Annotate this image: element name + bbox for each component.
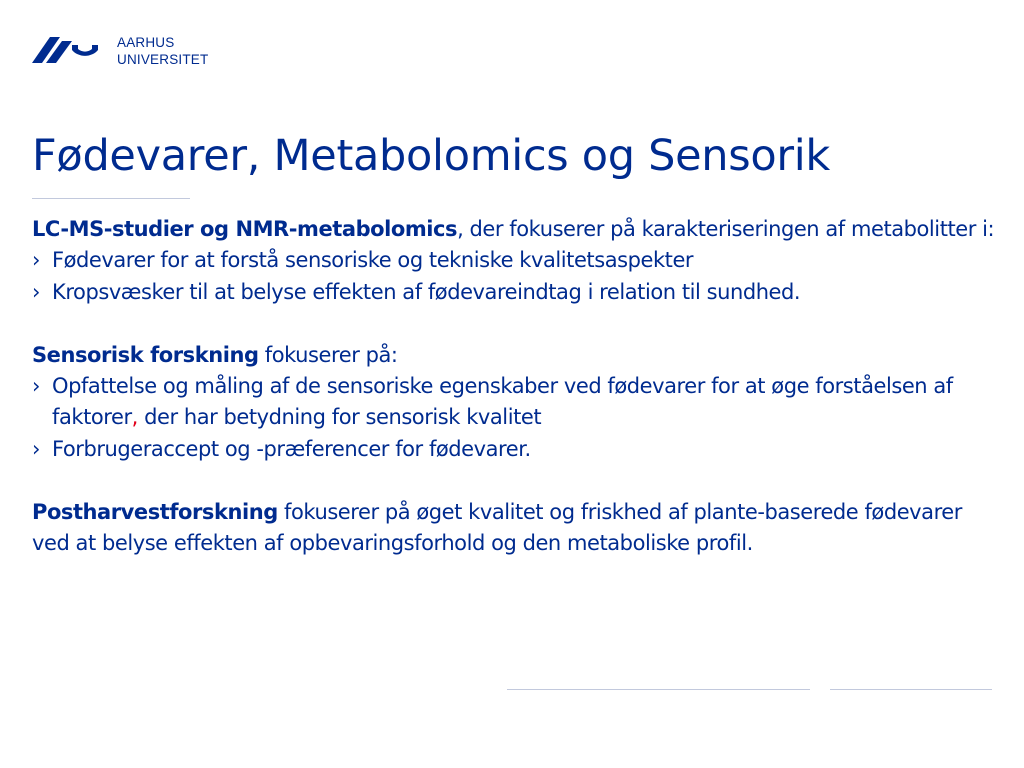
university-name-line2: UNIVERSITET (117, 52, 209, 67)
chevron-right-icon: › (32, 248, 40, 273)
section-postharvest-text: fokuserer på øget kvalitet og friskhed af plante-baserede fødevarer ved at belyse effekten af opbevaringsforhold og den metaboliske profil. (32, 499, 962, 556)
highlighted-comma: , (131, 405, 138, 430)
chevron-right-icon: › (32, 279, 40, 304)
footer-divider-left (507, 689, 810, 690)
list-item (32, 371, 1002, 434)
section-lcms-intro (32, 214, 1002, 245)
section-sensory-heading: Sensorisk forskning (32, 342, 259, 367)
list-item-text-continued: der har betydning for sensorisk kvalitet (137, 405, 542, 430)
list-item-text: Kropsvæsker til at belyse effekten af fødevareindtag i relation til sundhed. (52, 279, 801, 304)
section-sensory-text: fokuserer på: (258, 342, 398, 367)
list-item (32, 434, 1002, 465)
slide-title: Fødevarer, Metabolomics og Sensorik (32, 131, 830, 181)
section-lcms-heading: LC-MS-studier og NMR-metabolomics (32, 217, 458, 241)
university-name-line1: AARHUS (117, 35, 175, 50)
footer-divider-right (830, 689, 992, 690)
section-sensory-intro (32, 340, 1002, 371)
aarhus-university-logo-icon (32, 33, 100, 67)
list-item (32, 245, 1002, 276)
list-item-text: Opfattelse og måling af de sensoriske egenskaber ved fødevarer for at øge forståelsen af faktorer (52, 374, 953, 430)
chevron-right-icon: › (32, 374, 40, 399)
slide-body (32, 214, 1002, 559)
paragraph-spacer (32, 465, 1002, 496)
section-postharvest (32, 497, 1002, 560)
university-name (117, 34, 208, 68)
section-lcms-text: , der fokuserer på karakteriseringen af metabolitter i: (457, 217, 995, 241)
title-divider (32, 198, 190, 199)
chevron-right-icon: › (32, 436, 40, 461)
list-item (32, 277, 1002, 308)
paragraph-spacer (32, 308, 1002, 339)
list-item-text: Forbrugeraccept og -præferencer for fødevarer. (52, 436, 531, 461)
list-item-text: Fødevarer for at forstå sensoriske og tekniske kvalitetsaspekter (52, 248, 694, 273)
section-postharvest-heading: Postharvestforskning (32, 499, 278, 524)
